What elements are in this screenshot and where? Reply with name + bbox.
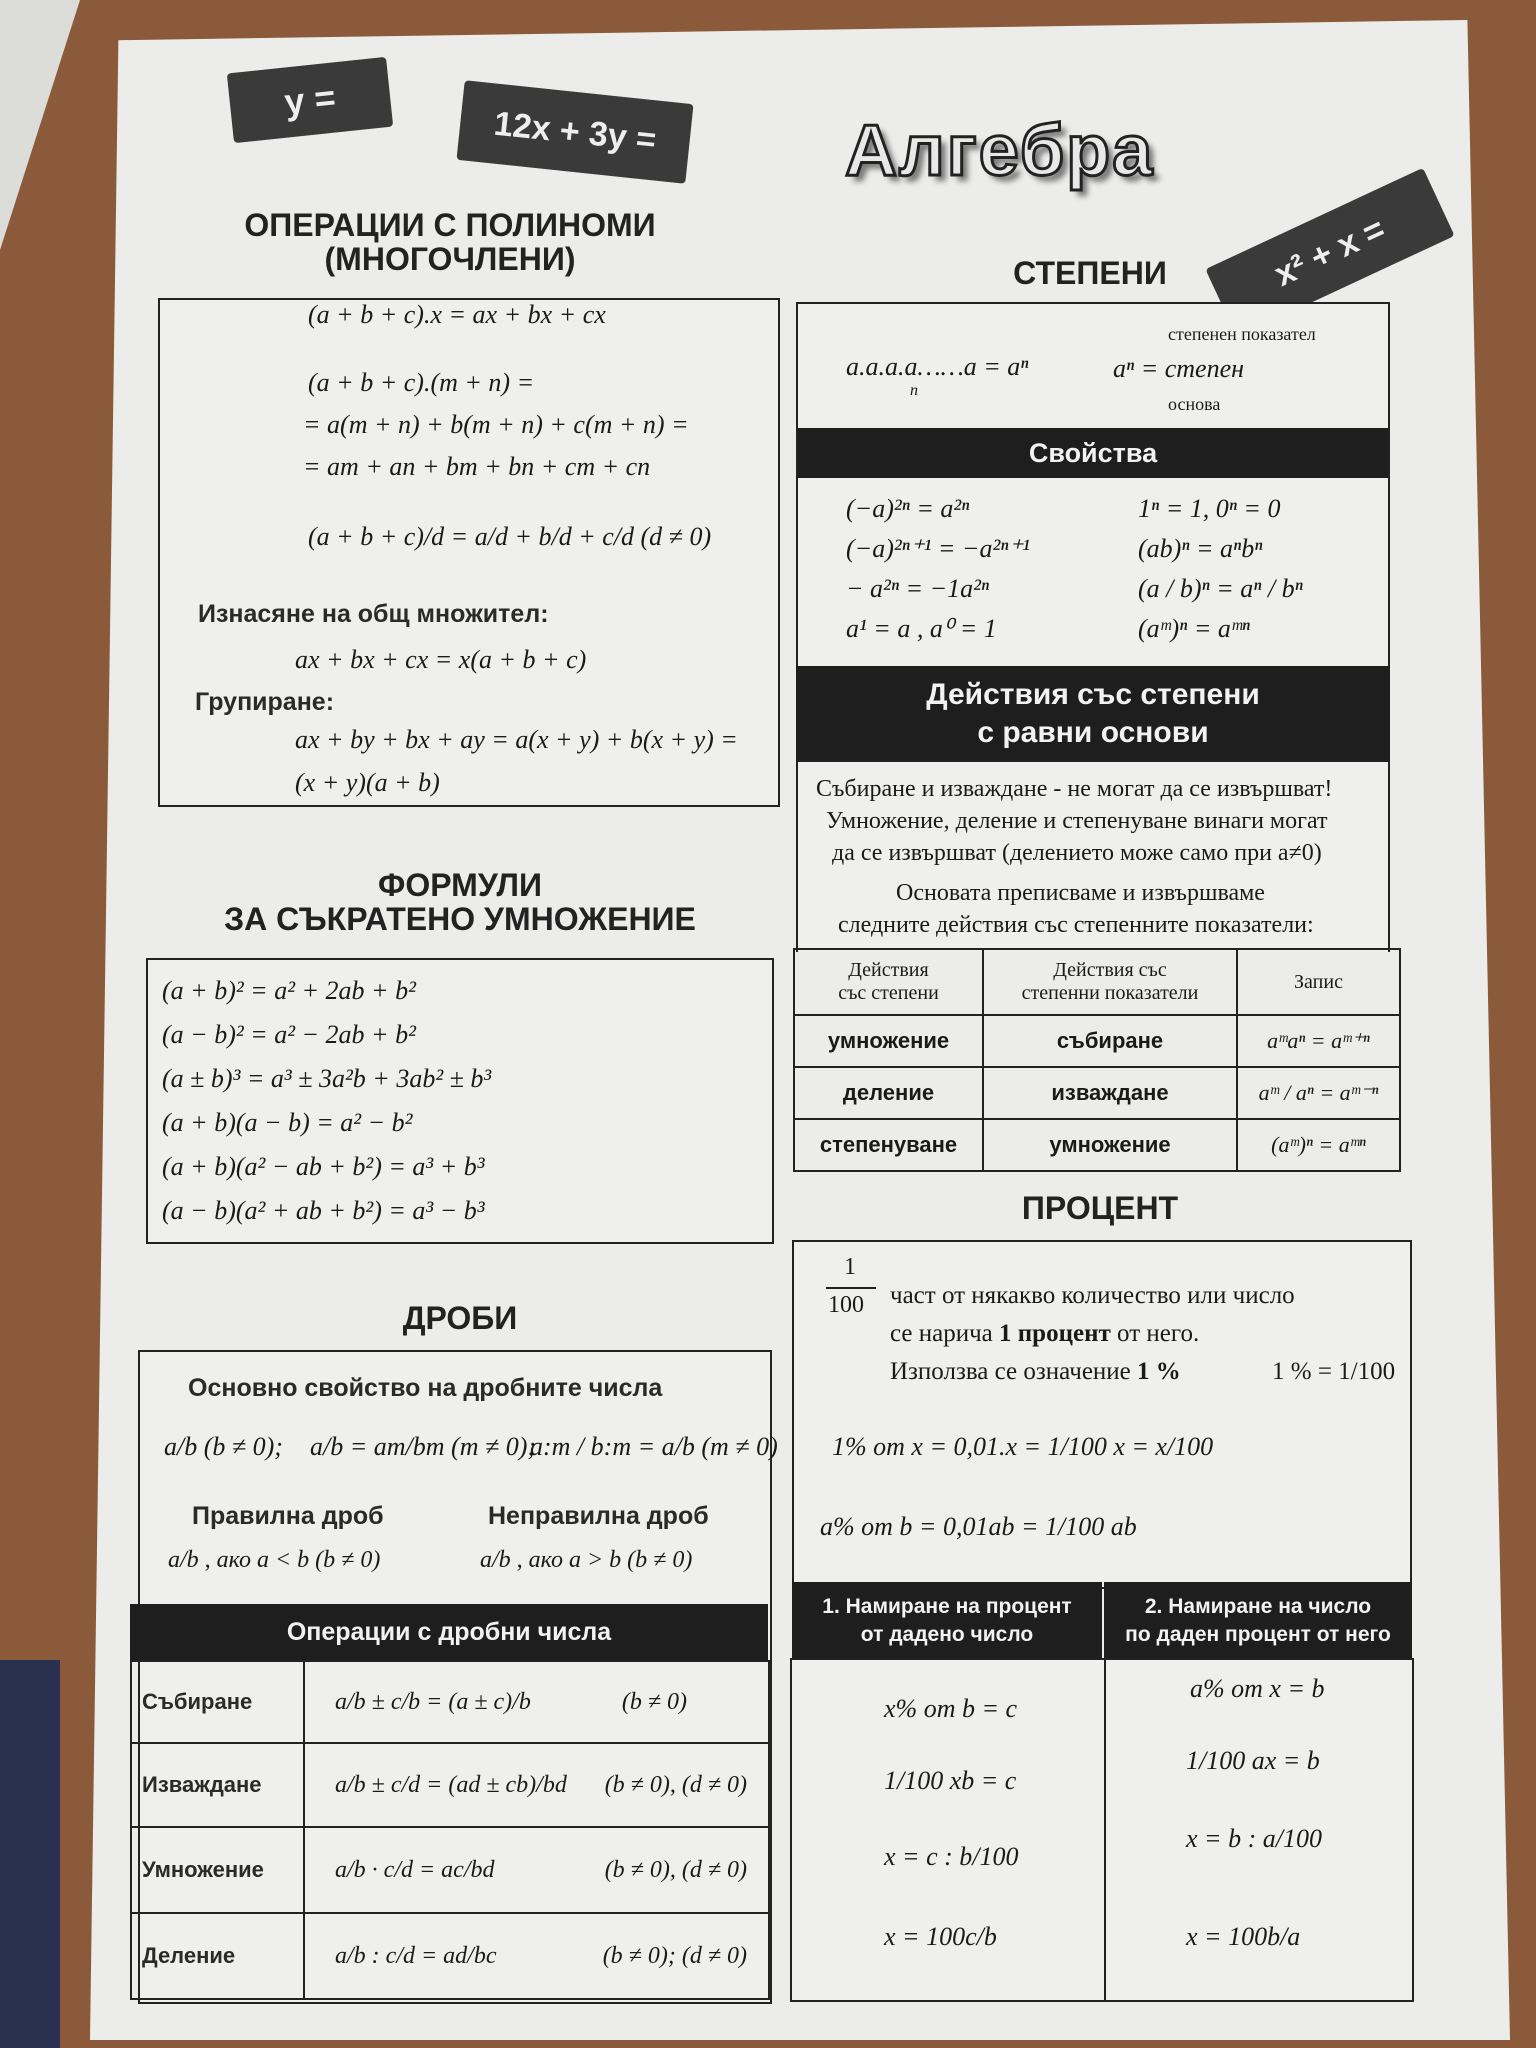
table-cell: степенуване — [794, 1119, 983, 1171]
percent-col1-header: 1. Намиране на процент от дадено число — [792, 1582, 1102, 1660]
percent-col1-formula: 1/100 xb = c — [884, 1766, 1017, 1795]
table-row — [131, 1661, 769, 1743]
short-mult-title — [150, 868, 770, 936]
op-formula-text: a/b ± c/d = (ad ± cb)/bd — [335, 1771, 567, 1798]
power-notation: aⁿ = степен — [1113, 354, 1245, 383]
short-mult-formula: (a + b)(a² − ab + b²) = a³ + b³ — [162, 1152, 485, 1181]
property-right: (ab)ⁿ = aⁿbⁿ — [1138, 534, 1263, 563]
table-cell: aᵐ / aⁿ = aᵐ⁻ⁿ — [1237, 1067, 1400, 1119]
fractions-basic-2: a/b = am/bm (m ≠ 0); — [310, 1432, 537, 1461]
op-formula-text: a/b · c/d = ac/bd — [335, 1856, 495, 1883]
property-right: (a / b)ⁿ = aⁿ / bⁿ — [1138, 574, 1303, 603]
table-row — [131, 1743, 769, 1827]
table-cell: (aᵐ)ⁿ = aᵐⁿ — [1237, 1119, 1400, 1171]
fractions-title: ДРОБИ — [402, 1300, 518, 1336]
percent-text-2b: 1 процент — [999, 1320, 1111, 1347]
property-right: (aᵐ)ⁿ = aᵐⁿ — [1138, 614, 1250, 643]
table-row — [131, 1827, 769, 1913]
percent-notation: 1 % = 1/100 — [1272, 1358, 1396, 1385]
table-row — [794, 1067, 1400, 1119]
same-base-text-1: Събиране и изваждане - не могат да се извършват! — [816, 776, 1333, 802]
op-formula — [304, 1913, 769, 1999]
same-base-header-line1: Действия със степени — [926, 678, 1260, 711]
percent-text-3b: 1 % — [1137, 1358, 1181, 1385]
fraction-ops-header: Операции с дробни числа — [130, 1604, 768, 1660]
table-row — [794, 1015, 1400, 1067]
op-condition: (b ≠ 0); (d ≠ 0) — [602, 1942, 747, 1969]
polynomials-box — [158, 298, 780, 807]
fractions-basic-3: a:m / b:m = a/b (m ≠ 0) — [530, 1432, 778, 1461]
short-mult-formula: (a ± b)³ = a³ ± 3a²b + 3ab² ± b³ — [162, 1064, 492, 1093]
op-condition: (b ≠ 0), (d ≠ 0) — [604, 1856, 747, 1883]
same-base-header-line2: с равни основи — [977, 716, 1209, 749]
power-definition: a.a.a.a……a = aⁿ — [846, 352, 1029, 381]
fractions-basic-label: Основно свойство на дробните числа — [188, 1374, 663, 1402]
percent-title: ПРОЦЕНТ — [1021, 1190, 1179, 1226]
percent-text-3 — [890, 1358, 1181, 1386]
op-formula — [304, 1661, 769, 1743]
percent-col1-box — [790, 1658, 1106, 2002]
table-cell: умножение — [983, 1119, 1237, 1171]
op-formula — [304, 1743, 769, 1827]
poly-formula-1: (a + b + c).x = ax + bx + cx — [308, 300, 606, 329]
percent-frac-den: 100 — [828, 1292, 864, 1318]
percent-col1-formula: x% от b = c — [884, 1694, 1018, 1723]
property-right: 1ⁿ = 1, 0ⁿ = 0 — [1138, 494, 1281, 523]
op-name: Деление — [131, 1913, 304, 1999]
same-base-box — [796, 760, 1390, 952]
poly-formula-5: (a + b + c)/d = a/d + b/d + c/d (d ≠ 0) — [308, 522, 712, 551]
poly-formula-4: = am + an + bm + bn + cm + cn — [303, 452, 651, 481]
table-cell: изваждане — [983, 1067, 1237, 1119]
base-label: основа — [1168, 394, 1221, 414]
short-mult-formula: (a − b)(a² + ab + b²) = a³ − b³ — [162, 1196, 485, 1225]
percent-text-1: част от някакво количество или число — [890, 1282, 1295, 1309]
percent-frac-num: 1 — [844, 1254, 856, 1280]
op-formula-text: a/b : c/d = ad/bc — [335, 1942, 497, 1969]
percent-box — [792, 1240, 1412, 1589]
op-formula-text: a/b ± c/b = (a ± c)/b — [335, 1688, 531, 1715]
exponent-label: степенен показател — [1168, 324, 1316, 344]
percent-col1-formula: x = 100c/b — [884, 1922, 997, 1951]
table-cell: aᵐaⁿ = aᵐ⁺ⁿ — [1237, 1015, 1400, 1067]
table-row — [131, 1913, 769, 1999]
percent-text-2 — [890, 1320, 1199, 1348]
percent-text-3a: Използва се означение — [890, 1358, 1138, 1385]
percent-col2-formula: x = b : a/100 — [1186, 1824, 1322, 1853]
op-condition: (b ≠ 0) — [621, 1688, 687, 1715]
table-header-row — [794, 949, 1400, 1015]
table-header: Действия със степени — [794, 949, 983, 1015]
block-x2-x: x² + x = — [1205, 168, 1454, 337]
op-condition: (b ≠ 0), (d ≠ 0) — [604, 1771, 747, 1798]
percent-text-2a: се нарича — [890, 1320, 1000, 1347]
same-base-text-4: Основата преписваме и извършваме — [896, 880, 1265, 906]
paper-corner — [0, 0, 80, 250]
table-header: Запис — [1237, 949, 1400, 1015]
proper-fraction-formula: a/b , ако a < b (b ≠ 0) — [168, 1547, 381, 1573]
percent-frac-line — [826, 1287, 876, 1289]
group-formula-2: (x + y)(a + b) — [295, 768, 440, 797]
poly-formula-2: (a + b + c).(m + n) = — [308, 368, 535, 397]
percent-col2-formula: a% от x = b — [1190, 1674, 1325, 1703]
background-fabric — [0, 1660, 60, 2048]
op-name: Събиране — [131, 1661, 304, 1743]
factor-label: Изнасяне на общ множител: — [198, 600, 549, 628]
same-base-text-5: следните действия със степенните показатели: — [838, 912, 1314, 938]
percent-col1-formula: x = c : b/100 — [884, 1842, 1019, 1871]
property-left: (−a)²ⁿ = a²ⁿ — [846, 494, 970, 523]
short-mult-formula: (a − b)² = a² − 2ab + b² — [162, 1020, 416, 1049]
improper-fraction-formula: a/b , ако a > b (b ≠ 0) — [480, 1547, 693, 1573]
polynomials-title-line1: ОПЕРАЦИИ С ПОЛИНОМИ — [244, 207, 656, 243]
properties-header: Свойства — [798, 428, 1388, 478]
group-formula-1: ax + by + bx + ay = a(x + y) + b(x + y) = — [295, 725, 738, 754]
power-definition-n: n — [910, 382, 918, 399]
polynomials-title — [150, 208, 750, 276]
factor-formula: ax + bx + cx = x(a + b + c) — [295, 645, 587, 674]
improper-fraction-label: Неправилна дроб — [488, 1502, 709, 1530]
short-mult-box — [146, 958, 774, 1244]
fractions-basic-1: a/b (b ≠ 0); — [164, 1432, 283, 1461]
short-mult-formula: (a + b)(a − b) = a² − b² — [162, 1108, 413, 1137]
fraction-ops-table — [130, 1660, 770, 2000]
table-cell: събиране — [983, 1015, 1237, 1067]
percent-formula-1: 1% от x = 0,01.x = 1/100 x = x/100 — [832, 1432, 1214, 1461]
block-12x-3y: 12x + 3y = — [456, 80, 693, 184]
short-mult-title-line1: ФОРМУЛИ — [378, 867, 542, 903]
block-y: y = — [227, 57, 393, 143]
polynomials-title-line2: (МНОГОЧЛЕНИ) — [324, 241, 576, 277]
op-formula — [304, 1827, 769, 1913]
group-label: Групиране: — [195, 688, 335, 716]
poly-formula-3: = a(m + n) + b(m + n) + c(m + n) = — [303, 410, 689, 439]
property-left: (−a)²ⁿ⁺¹ = −a²ⁿ⁺¹ — [846, 534, 1030, 563]
proper-fraction-label: Правилна дроб — [192, 1502, 384, 1530]
table-cell: деление — [794, 1067, 983, 1119]
same-base-text-2: Умножение, деление и степенуване винаги могат — [826, 808, 1328, 834]
table-header: Действия със степенни показатели — [983, 949, 1237, 1015]
property-left: a¹ = a , a⁰ = 1 — [846, 614, 997, 643]
same-base-text-3: да се извършват (делението може само при a≠0) — [832, 840, 1322, 866]
property-left: − a²ⁿ = −1a²ⁿ — [846, 574, 990, 603]
powers-box — [796, 302, 1390, 674]
same-base-header — [796, 666, 1390, 762]
percent-text-2c: от него. — [1110, 1320, 1200, 1347]
table-cell: умножение — [794, 1015, 983, 1067]
op-name: Умножение — [131, 1827, 304, 1913]
short-mult-title-line2: ЗА СЪКРАТЕНО УМНОЖЕНИЕ — [224, 901, 696, 937]
op-name: Изваждане — [131, 1743, 304, 1827]
percent-col2-formula: x = 100b/a — [1186, 1922, 1301, 1951]
percent-col2-formula: 1/100 ax = b — [1186, 1746, 1320, 1775]
table-row — [794, 1119, 1400, 1171]
percent-formula-2: a% от b = 0,01ab = 1/100 ab — [820, 1512, 1137, 1541]
powers-title: СТЕПЕНИ — [1013, 255, 1167, 291]
percent-col2-box — [1104, 1658, 1414, 2002]
short-mult-formula: (a + b)² = a² + 2ab + b² — [162, 976, 416, 1005]
same-base-table — [793, 948, 1401, 1172]
percent-col2-header: 2. Намиране на число по даден процент от него — [1104, 1582, 1412, 1660]
page-title: Алгебра — [845, 111, 1155, 191]
